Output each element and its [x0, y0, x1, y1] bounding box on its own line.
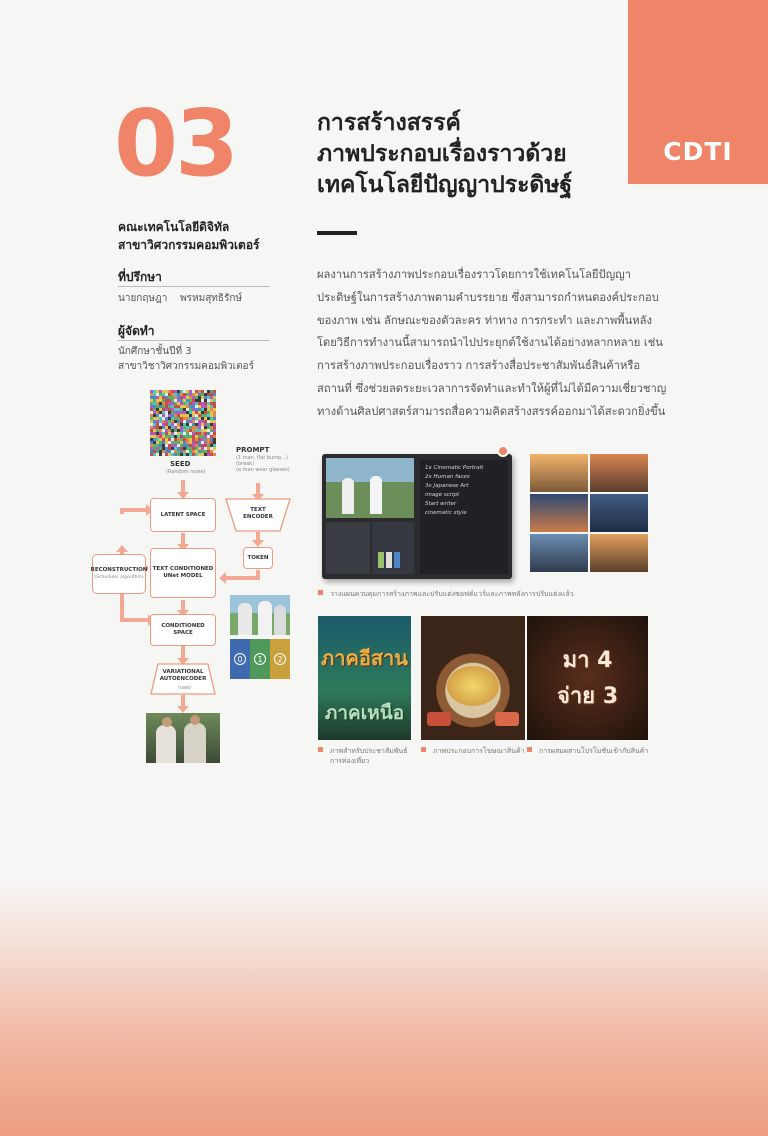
advisor-names: นายกฤษฎา พรหมสุทธิรักษ์ — [118, 293, 243, 304]
author-major: สาขาวิชาวิศวกรรมคอมพิวเตอร์ — [118, 361, 254, 372]
title-line-2: ภาพประกอบเรื่องราวด้วย — [317, 141, 567, 167]
advisor-divider — [118, 286, 270, 287]
vae-sublabel: (vae) — [178, 685, 192, 691]
poster-title-bottom: ภาคเหนือ — [324, 702, 405, 724]
ui-panel-left — [326, 522, 370, 574]
caption-row1: วางแผนควบคุมการสร้างภาพและปรับแต่งซอฟต์แวร์และภาพหลังการปรับแต่งแล้ว — [318, 589, 638, 599]
vae-label: VARIATIONAL AUTOENCODER — [159, 669, 207, 682]
token-tile-2: 2 — [270, 639, 290, 679]
ui-note-line: 1x Cinematic Portrait — [425, 465, 484, 471]
software-ui-screenshot — [322, 454, 512, 579]
token-tile-0: 0 — [230, 639, 250, 679]
seed-sublabel: (Random noise) — [166, 469, 206, 475]
page-title — [317, 108, 617, 201]
department-faculty: คณะเทคโนโลยีดิจิทัล — [118, 220, 230, 234]
ui-preview-image — [326, 458, 414, 518]
text-encoder-label: TEXT ENCODER — [243, 507, 273, 520]
project-number: 03 — [114, 90, 237, 197]
token-tile-1: 1 — [250, 639, 270, 679]
sticker-icon — [497, 445, 509, 457]
workflow-diagram — [88, 388, 298, 768]
title-underline — [317, 231, 357, 235]
story-frame — [530, 454, 588, 492]
ui-note-line: cinematic style — [425, 510, 467, 516]
author-info — [118, 344, 254, 374]
caption-row2-a: ภาพสำหรับประชาสัมพันธ์ การท่องเที่ยว — [318, 746, 418, 766]
ui-note-line: image script — [425, 492, 460, 498]
conditioned-space-box: CONDITIONED SPACE — [150, 614, 216, 646]
department-major: สาขาวิศวกรรมคอมพิวเตอร์ — [118, 238, 260, 252]
caption-row2-c: การผสมผสานโปรโมชันเข้ากับสินค้า — [527, 746, 652, 756]
caption-row2-b: ภาพประกอบการโฆษณาสินค้า — [421, 746, 529, 756]
reconstruction-sublabel: (Scheduler algorithm) — [94, 575, 144, 580]
reconstruction-box — [92, 554, 146, 594]
prompt-sub-3: (a man wear glasses) — [236, 467, 290, 473]
meat-plate — [427, 712, 451, 726]
unet-model-box: TEXT CONDITIONED UNet MODEL — [150, 548, 216, 598]
story-frame — [590, 494, 648, 532]
latent-space-box: LATENT SPACE — [150, 498, 216, 532]
ui-note-line: 3x Japanese Art — [425, 483, 469, 489]
author-divider — [118, 340, 270, 341]
caption-bullet — [318, 747, 323, 752]
poster-title-top: ภาคอีสาน — [321, 646, 408, 670]
story-frame — [530, 494, 588, 532]
hotpot-contents — [447, 666, 499, 706]
meat-plate — [495, 712, 519, 726]
promo-text-top: มา 4 — [562, 648, 613, 673]
token-box: TOKEN — [243, 547, 273, 569]
seed-label: SEED — [170, 460, 191, 468]
prompt-sublabel — [236, 455, 290, 473]
title-line-1: การสร้างสรรค์ — [317, 110, 461, 136]
ui-note-line: 2x Human faces — [425, 474, 470, 480]
advisor-heading: ที่ปรึกษา — [118, 270, 162, 284]
promo-text-bottom: จ่าย 3 — [556, 684, 619, 709]
body-text: ผลงานการสร้างภาพประกอบเรื่องราวโดยการใช้เทคโนโลยีปัญญาประดิษฐ์ในการสร้างภาพตามคำบรรยาย ซึ่งสามารถกำหนดองค์ประกอบของภาพ เช่น ลักษณะของตัวละคร ท่าทาง การกระทำ และภาพพื้นหลัง โดยวิธีการทำงานนี้สามารถนำไปประยุกต์ใช้งานได้อย่างหลากหลาย เช่น การสร้างภาพประกอบเรื่องราว การสร้างสื่อประชาสัมพันธ์สินค้าหรือสถานที่ ซึ่งช่วยลดระยะเวลาการจัดทำและทำให้ผู้ที่ไม่ได้มีความเชี่ยวชาญทางด้านศิลปศาสตร์สามารถสื่อความคิดสร้างสรรค์ออกมาได้สะดวกยิ่งขึ้น — [317, 268, 667, 418]
product-ad-photo — [421, 616, 525, 740]
promotion-photo — [527, 616, 648, 740]
prompt-label: PROMPT — [236, 446, 270, 454]
department — [118, 218, 288, 254]
seed-noise-image — [150, 390, 216, 456]
reconstruction-label: RECONSTRUCTION — [90, 567, 148, 573]
prompt-sub-1: (1 man, flat bump...) — [236, 455, 288, 461]
tourism-poster — [318, 616, 411, 740]
reference-photo — [230, 595, 290, 635]
ui-notes-panel — [420, 460, 508, 574]
ui-panel-mid — [372, 522, 414, 574]
output-photo — [146, 713, 220, 763]
author-year: นักศึกษาชั้นปีที่ 3 — [118, 346, 192, 357]
story-frame — [590, 534, 648, 572]
prompt-sub-2: (break) — [236, 461, 255, 467]
title-line-3: เทคโนโลยีปัญญาประดิษฐ์ — [317, 172, 573, 198]
brand-label: CDTI — [663, 137, 733, 166]
story-frame — [530, 534, 588, 572]
caption-bullet — [421, 747, 426, 752]
story-frame — [590, 454, 648, 492]
author-heading: ผู้จัดทำ — [118, 324, 155, 338]
caption-bullet — [527, 747, 532, 752]
ui-note-line: Start writer — [425, 501, 457, 507]
story-image-grid — [530, 454, 648, 572]
token-tiles — [230, 639, 290, 679]
caption-bullet — [318, 590, 323, 595]
